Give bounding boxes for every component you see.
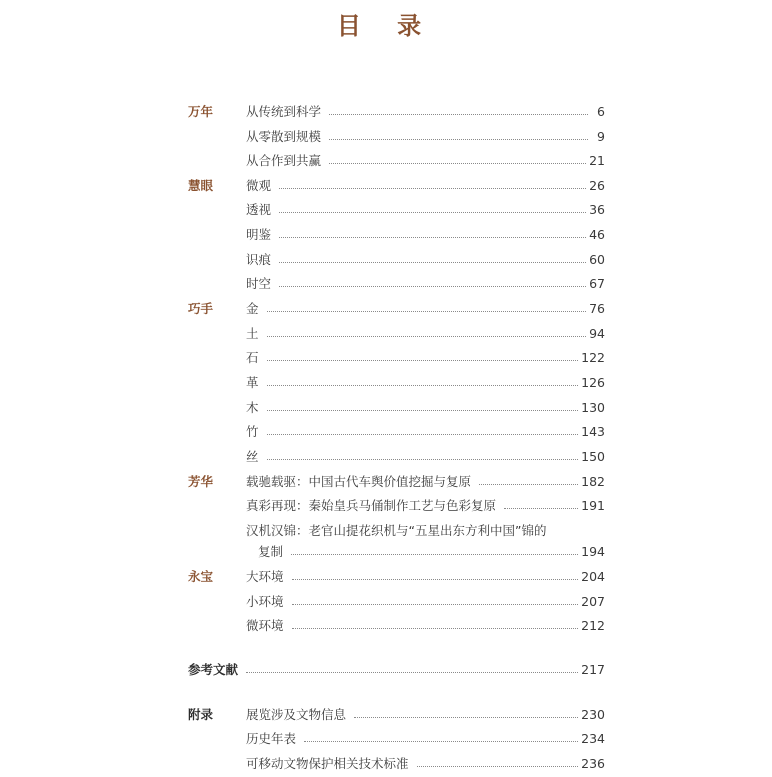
dot-leader	[304, 741, 578, 742]
toc-entry-page: 36	[589, 202, 605, 217]
toc-entry-label: 真彩再现：秦始皇兵马俑制作工艺与色彩复原	[246, 498, 497, 513]
toc-entry[interactable]	[246, 252, 605, 268]
toc-entry-page: 67	[589, 276, 605, 291]
section-references: 参考文献	[188, 662, 239, 677]
toc-entry-label: 小环境	[246, 594, 284, 609]
toc-entry[interactable]	[246, 202, 605, 218]
toc-entry[interactable]	[246, 707, 605, 723]
toc-entry-label: 从传统到科学	[246, 104, 322, 119]
toc-entry-page: 191	[581, 498, 605, 513]
toc-entry[interactable]	[246, 375, 605, 391]
toc-entry[interactable]	[246, 153, 605, 169]
section-fanghua: 芳华	[188, 474, 214, 489]
toc-entry[interactable]	[246, 424, 605, 440]
toc-entry[interactable]	[246, 756, 605, 772]
dot-leader	[279, 286, 586, 287]
dot-leader	[279, 262, 586, 263]
toc-entry-page: 234	[581, 731, 605, 746]
toc-entry-references[interactable]	[188, 662, 605, 678]
dot-leader	[292, 628, 579, 629]
toc-entry-label[interactable]: 汉机汉锦：老官山提花织机与“五星出东方利中国”锦的	[246, 523, 547, 538]
dot-leader	[329, 163, 586, 164]
section-appendix: 附录	[188, 707, 214, 722]
toc-entry-label: 从零散到规模	[246, 129, 322, 144]
toc-entry-label: 土	[246, 326, 259, 341]
toc-entry-label: 革	[246, 375, 259, 390]
toc-entry-page: 130	[581, 400, 605, 415]
toc-entry-label: 展览涉及文物信息	[246, 707, 347, 722]
toc-entry-page: 207	[581, 594, 605, 609]
toc-entry-page: 9	[597, 129, 605, 144]
toc-entry-label: 时空	[246, 276, 272, 291]
dot-leader	[246, 672, 578, 673]
toc-entry[interactable]	[246, 474, 605, 490]
toc-entry-label: 木	[246, 400, 259, 415]
toc-entry[interactable]	[246, 618, 605, 634]
toc-entry-label: 历史年表	[246, 731, 297, 746]
toc-entry-label: 可移动文物保护相关技术标准	[246, 756, 409, 771]
toc-entry-page: 236	[581, 756, 605, 771]
dot-leader	[267, 410, 579, 411]
section-yongbao: 永宝	[188, 569, 214, 584]
dot-leader	[267, 336, 587, 337]
dot-leader	[267, 360, 579, 361]
dot-leader	[354, 717, 578, 718]
section-huiyan: 慧眼	[188, 178, 214, 193]
dot-leader	[267, 459, 579, 460]
dot-leader	[267, 434, 579, 435]
toc-entry-page: 6	[597, 104, 605, 119]
toc-entry[interactable]	[246, 178, 605, 194]
toc-entry-label: 微观	[246, 178, 272, 193]
dot-leader	[291, 554, 578, 555]
toc-entry-label: 金	[246, 301, 259, 316]
page-title: 目 录	[336, 11, 436, 40]
toc-entry-label: 载驰载驱：中国古代车舆价值挖掘与复原	[246, 474, 472, 489]
toc-entry-page: 46	[589, 227, 605, 242]
dot-leader	[279, 188, 586, 189]
toc-entry-page: 94	[589, 326, 605, 341]
toc-entry-page: 194	[581, 544, 605, 559]
toc-entry-page: 126	[581, 375, 605, 390]
toc-entry-label: 微环境	[246, 618, 284, 633]
toc-entry-page: 122	[581, 350, 605, 365]
toc-entry[interactable]	[246, 498, 605, 514]
toc-entry-page: 21	[589, 153, 605, 168]
toc-entry-page: 76	[589, 301, 605, 316]
toc-entry[interactable]	[246, 594, 605, 610]
toc-entry[interactable]	[246, 301, 605, 317]
dot-leader	[504, 508, 578, 509]
dot-leader	[267, 311, 587, 312]
toc-entry[interactable]	[258, 544, 605, 560]
toc-entry[interactable]	[246, 569, 605, 585]
toc-entry-label: 石	[246, 350, 259, 365]
toc-entry-page: 217	[581, 662, 605, 677]
toc-entry[interactable]	[246, 276, 605, 292]
dot-leader	[292, 579, 579, 580]
toc-entry-label-continued: 复制	[258, 544, 284, 559]
toc-entry-page: 143	[581, 424, 605, 439]
toc-entry-page: 150	[581, 449, 605, 464]
dot-leader	[329, 114, 588, 115]
toc-entry[interactable]	[246, 129, 605, 145]
toc-entry-label: 从合作到共赢	[246, 153, 322, 168]
toc-entry[interactable]	[246, 400, 605, 416]
dot-leader	[292, 604, 579, 605]
toc-entry[interactable]	[246, 350, 605, 366]
dot-leader	[417, 766, 579, 767]
toc-entry-label: 明鉴	[246, 227, 272, 242]
toc-entry-page: 212	[581, 618, 605, 633]
section-wannian: 万年	[188, 104, 214, 119]
dot-leader	[267, 385, 579, 386]
toc-entry[interactable]	[246, 104, 605, 120]
dot-leader	[479, 484, 578, 485]
toc-entry-page: 60	[589, 252, 605, 267]
toc-entry[interactable]	[246, 731, 605, 747]
toc-entry-label: 透视	[246, 202, 272, 217]
toc-entry-label: 竹	[246, 424, 259, 439]
toc-entry-label: 识痕	[246, 252, 272, 267]
dot-leader	[329, 139, 588, 140]
toc-entry-page: 230	[581, 707, 605, 722]
toc-entry-label: 丝	[246, 449, 259, 464]
toc-entry[interactable]	[246, 449, 605, 465]
toc-entry[interactable]	[246, 326, 605, 342]
dot-leader	[279, 212, 586, 213]
toc-entry-page: 182	[581, 474, 605, 489]
dot-leader	[279, 237, 586, 238]
toc-entry-page: 26	[589, 178, 605, 193]
toc-entry-label: 大环境	[246, 569, 284, 584]
toc-entry-page: 204	[581, 569, 605, 584]
section-qiaoshou: 巧手	[188, 301, 214, 316]
toc-entry[interactable]	[246, 227, 605, 243]
